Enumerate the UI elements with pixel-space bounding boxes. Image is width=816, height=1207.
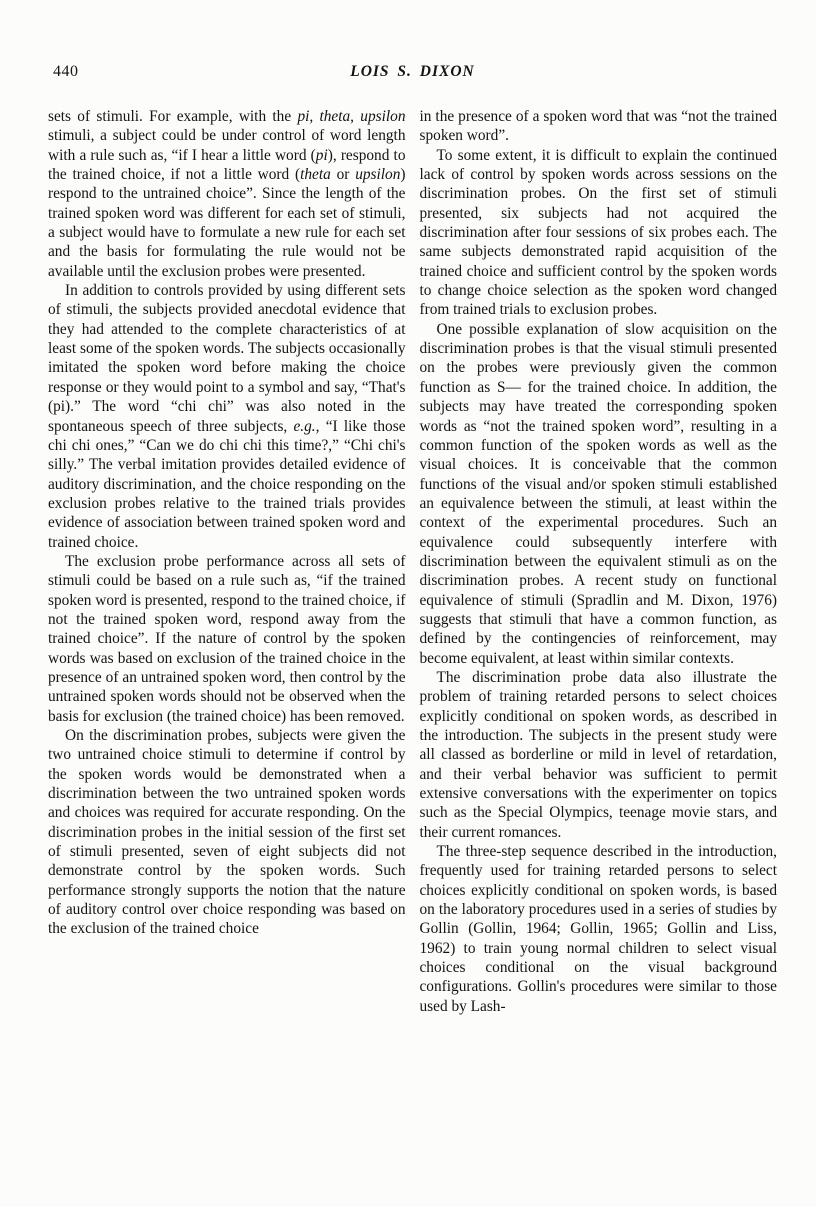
text-run: ), respond to the trained choice, if not a little word ( bbox=[48, 146, 406, 184]
text-run: pi bbox=[315, 146, 328, 164]
page-number: 440 bbox=[53, 63, 79, 80]
text-run: The exclusion probe performance across all sets of stimuli could be based on a rule such as, “if the trained spoken word is presented, respond to the trained choice, if not the trained spoken word, respond away from the trained choice”. If the nature of control by the spoken words was based on exclusion of the trained choice in the presence of an untrained spoken word, then control by the untrained spoken words should not be observed when the basis for exclusion (the trained choice) has been removed. bbox=[48, 552, 406, 725]
right-column bbox=[420, 107, 778, 1016]
left-column bbox=[48, 107, 406, 1016]
paragraph bbox=[420, 320, 778, 668]
text-run: or bbox=[330, 166, 356, 184]
text-run: “I like those chi chi ones,” “Can we do chi chi this time?,” “Chi chi's silly.” The verbal imitation provides detailed evidence of auditory discrimination, and the choice responding on the exclusion probes relative to the trained trials provides evidence of association between trained spoken word and trained choice. bbox=[48, 417, 406, 551]
text-run: e.g., bbox=[293, 417, 320, 435]
text-run: in the presence of a spoken word that was “not the trained spoken word”. bbox=[419, 108, 777, 145]
paragraph bbox=[48, 281, 406, 552]
paragraph bbox=[48, 552, 406, 726]
paragraph bbox=[420, 107, 778, 146]
paragraph bbox=[420, 668, 778, 842]
text-run: sets of stimuli. For example, with the bbox=[48, 108, 298, 125]
text-run: The discrimination probe data also illustrate the problem of training retarded persons to select choices explicitly conditional on spoken words, as described in the introduction. The subjects in the present study were all classed as borderline or mild in level of retardation, and their verbal behavior was sufficient to permit extensive conversations with the experimenter on topics such as the Special Olympics, teenage movie stars, and their current romances. bbox=[419, 668, 777, 841]
text-columns bbox=[48, 107, 777, 1016]
paragraph bbox=[420, 842, 778, 1016]
text-run: On the discrimination probes, subjects were given the two untrained choice stimuli to determine if control by the spoken words would be demonstrated when a discrimination between the two untrained spoken words and choices was required for accurate responding. On the discrimination probes in the initial session of the first set of stimuli presented, seven of eight subjects did not demonstrate control by the spoken words. Such performance strongly supports the notion that the nature of auditory control over choice responding was based on the exclusion of the trained choice bbox=[48, 727, 406, 938]
page-header bbox=[48, 63, 777, 85]
text-run: To some extent, it is difficult to explain the continued lack of control by spoken words across sessions on the discrimination probes. On the first set of stimuli presented, six subjects had not acquired the discrimination after four sessions of six probes each. The same subjects demonstrated rapid acquisition of the trained choice and sufficient control by the spoken words to change choice selection as the spoken word changed from trained trials to exclusion probes. bbox=[419, 146, 777, 319]
text-run: theta bbox=[300, 166, 331, 184]
running-head: LOIS S. DIXON bbox=[350, 63, 475, 80]
text-run: In addition to controls provided by using different sets of stimuli, the subjects provided anecdotal evidence that they had attended to the complete characteristics of at least some of the spoken words. The subjects occasionally imitated the spoken word before making the choice response or they would point to a symbol and say, “That's (pi).” The word “chi chi” was also noted in the spontaneous speech of three subjects, bbox=[48, 282, 406, 435]
text-run: pi, theta, upsilon bbox=[297, 108, 406, 125]
paragraph bbox=[48, 726, 406, 939]
text-run: stimuli, a subject could be under control of word length with a rule such as, “if I hear a little word ( bbox=[48, 127, 406, 164]
text-run: ) respond to the untrained choice”. Since the length of the trained spoken word was different for each set of stimuli, a subject would have to formulate a new rule for each set and the basis for formulating the rule would not be available until the exclusion probes were presented. bbox=[48, 166, 406, 280]
paragraph bbox=[48, 107, 406, 281]
text-run: The three-step sequence described in the introduction, frequently used for training retarded persons to select choices explicitly conditional on spoken words, is based on the laboratory procedures used in a series of studies by Gollin (Gollin, 1964; Gollin, 1965; Gollin and Liss, 1962) to train young normal children to select visual choices conditional on the visual background configurations. Gollin's procedures were similar to those used by Lash- bbox=[419, 843, 777, 1015]
text-run: upsilon bbox=[355, 166, 401, 184]
paragraph bbox=[420, 146, 778, 320]
text-run: One possible explanation of slow acquisition on the discrimination probes is that the visual stimuli presented on the probes were previously given the common function as S— for the trained choice. In addition, the subjects may have treated the corresponding spoken words as “not the trained spoken word”, resulting in a common function of the spoken words as well as the visual choices. It is conceivable that the common functions of the visual and/or spoken stimuli established an equivalence between the stimuli, at least within the context of the experimental procedures. Such an equivalence could subsequently interfere with discrimination between the equivalent stimuli as on the discrimination probes. A recent study on functional equivalence of stimuli (Spradlin and M. Dixon, 1976) suggests that stimuli that have a common function, as defined by the contingencies of reinforcement, may become equivalent, at least within similar contexts. bbox=[419, 320, 777, 667]
